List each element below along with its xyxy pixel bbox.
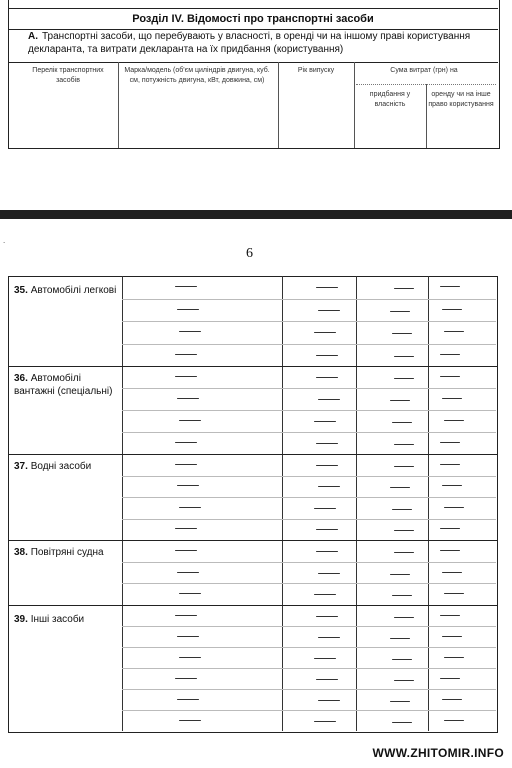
sub-row-line	[122, 388, 496, 389]
empty-value-dash	[175, 528, 197, 529]
empty-value-dash	[394, 444, 414, 445]
sub-row-line	[122, 710, 496, 711]
empty-value-dash	[392, 333, 412, 334]
row-separator	[8, 605, 498, 606]
empty-value-dash	[442, 485, 462, 486]
margin-mark: .	[3, 236, 6, 245]
empty-value-dash	[318, 486, 340, 487]
empty-value-dash	[314, 421, 336, 422]
empty-value-dash	[318, 399, 340, 400]
empty-value-dash	[316, 355, 338, 356]
empty-value-dash	[394, 552, 414, 553]
sub-row-line	[122, 299, 496, 300]
empty-value-dash	[444, 420, 464, 421]
sub-row-line	[122, 344, 496, 345]
empty-value-dash	[442, 309, 462, 310]
empty-value-dash	[440, 442, 460, 443]
empty-value-dash	[442, 699, 462, 700]
empty-value-dash	[440, 550, 460, 551]
empty-value-dash	[394, 356, 414, 357]
sub-row-line	[122, 519, 496, 520]
empty-value-dash	[177, 398, 199, 399]
empty-value-dash	[442, 398, 462, 399]
column-divider	[118, 62, 119, 148]
sub-row-line	[122, 410, 496, 411]
sub-row-line	[122, 476, 496, 477]
row-label-cars: 35. Автомобілі легкові	[14, 285, 117, 296]
row-label-water: 37. Водні засоби	[14, 461, 92, 472]
empty-value-dash	[440, 376, 460, 377]
empty-value-dash	[175, 376, 197, 377]
divider	[8, 62, 498, 63]
empty-value-dash	[314, 658, 336, 659]
empty-value-dash	[175, 442, 197, 443]
empty-value-dash	[442, 636, 462, 637]
empty-value-dash	[390, 311, 410, 312]
empty-value-dash	[175, 464, 197, 465]
empty-value-dash	[318, 700, 340, 701]
empty-value-dash	[392, 659, 412, 660]
sub-row-line	[122, 583, 496, 584]
empty-value-dash	[444, 507, 464, 508]
empty-value-dash	[444, 331, 464, 332]
empty-value-dash	[394, 466, 414, 467]
empty-value-dash	[392, 509, 412, 510]
empty-value-dash	[175, 615, 197, 616]
empty-value-dash	[444, 720, 464, 721]
row-label-trucks: 36. Автомобілі вантажні (спеціальні)	[14, 373, 113, 397]
page-number: 6	[246, 246, 253, 261]
empty-value-dash	[394, 288, 414, 289]
page-break-band	[0, 210, 512, 219]
empty-value-dash	[392, 422, 412, 423]
empty-value-dash	[318, 310, 340, 311]
column-header-model: Марка/модель (об'єм циліндрів двигуна, куб. см, потужність двигуна, кВт, довжина, см)	[124, 67, 270, 84]
sub-row-line	[122, 647, 496, 648]
empty-value-dash	[316, 551, 338, 552]
empty-value-dash	[318, 637, 340, 638]
watermark: WWW.ZHITOMIR.INFO	[372, 746, 504, 760]
empty-value-dash	[440, 354, 460, 355]
empty-value-dash	[394, 378, 414, 379]
empty-value-dash	[316, 443, 338, 444]
empty-value-dash	[394, 530, 414, 531]
empty-value-dash	[390, 487, 410, 488]
column-header-expenses: Сума витрат (грн) на	[390, 67, 458, 74]
empty-value-dash	[316, 377, 338, 378]
subsection-text: Транспортні засоби, що перебувають у власності, в оренді чи на іншому праві користування декларанта, та витрати декларанта на їх придбання (користування)	[28, 31, 471, 55]
row-separator	[8, 454, 498, 455]
subsection-label: А.	[28, 31, 38, 42]
empty-value-dash	[392, 595, 412, 596]
column-header-year: Рік випуску	[297, 67, 335, 74]
column-divider	[426, 84, 427, 148]
empty-value-dash	[179, 331, 201, 332]
empty-value-dash	[179, 720, 201, 721]
empty-value-dash	[314, 721, 336, 722]
empty-value-dash	[440, 528, 460, 529]
empty-value-dash	[392, 722, 412, 723]
column-header-rent: оренду чи на інше право користування	[428, 91, 494, 108]
sub-row-line	[122, 689, 496, 690]
empty-value-dash	[444, 657, 464, 658]
empty-value-dash	[316, 287, 338, 288]
empty-value-dash	[440, 286, 460, 287]
empty-value-dash	[394, 680, 414, 681]
empty-value-dash	[316, 465, 338, 466]
empty-value-dash	[179, 657, 201, 658]
empty-value-dash	[314, 508, 336, 509]
empty-value-dash	[179, 420, 201, 421]
column-divider	[278, 62, 279, 148]
column-divider	[354, 62, 355, 148]
row-separator	[8, 540, 498, 541]
empty-value-dash	[394, 617, 414, 618]
row-label-air: 38. Повітряні судна	[14, 547, 104, 558]
empty-value-dash	[440, 615, 460, 616]
empty-value-dash	[175, 678, 197, 679]
empty-value-dash	[177, 485, 199, 486]
empty-value-dash	[390, 701, 410, 702]
empty-value-dash	[177, 636, 199, 637]
empty-value-dash	[390, 574, 410, 575]
empty-value-dash	[179, 507, 201, 508]
row-separator	[8, 366, 498, 367]
empty-value-dash	[390, 400, 410, 401]
sub-row-line	[122, 668, 496, 669]
empty-value-dash	[316, 679, 338, 680]
empty-value-dash	[390, 638, 410, 639]
empty-value-dash	[175, 354, 197, 355]
empty-value-dash	[177, 699, 199, 700]
sub-row-line	[122, 497, 496, 498]
empty-value-dash	[177, 572, 199, 573]
column-header-list: Перелік транспортних засобів	[32, 67, 104, 84]
sub-row-line	[122, 432, 496, 433]
empty-value-dash	[314, 332, 336, 333]
empty-value-dash	[179, 593, 201, 594]
sub-row-line	[122, 562, 496, 563]
header-dotted-line	[356, 84, 496, 85]
empty-value-dash	[316, 616, 338, 617]
empty-value-dash	[175, 286, 197, 287]
empty-value-dash	[177, 309, 199, 310]
empty-value-dash	[318, 573, 340, 574]
sub-row-line	[122, 321, 496, 322]
column-header-purchase: придбання у власність	[369, 91, 411, 108]
row-label-other: 39. Інші засоби	[14, 614, 85, 625]
section-title: Розділ IV. Відомості про транспортні засоби	[8, 8, 498, 30]
subsection-heading	[28, 30, 498, 60]
empty-value-dash	[175, 550, 197, 551]
empty-value-dash	[314, 594, 336, 595]
empty-value-dash	[316, 529, 338, 530]
empty-value-dash	[440, 464, 460, 465]
empty-value-dash	[444, 593, 464, 594]
empty-value-dash	[440, 678, 460, 679]
empty-value-dash	[442, 572, 462, 573]
sub-row-line	[122, 626, 496, 627]
